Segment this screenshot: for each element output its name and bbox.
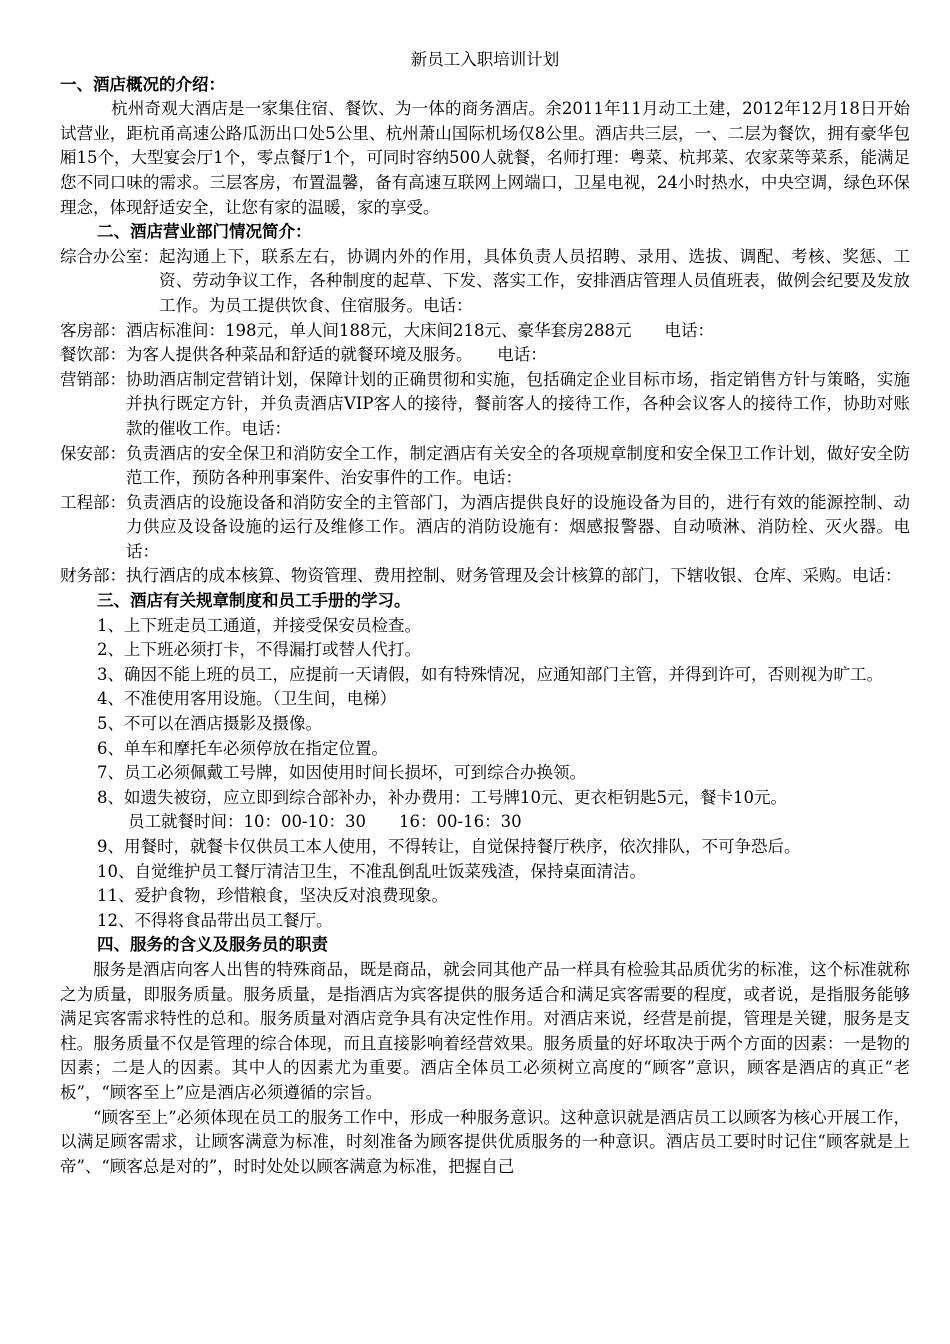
list-item: 11、爱护食物，珍惜粮食，坚决反对浪费现象。 bbox=[97, 886, 448, 906]
list-item: 3、确因不能上班的员工，应提前一天请假，如有特殊情况，应通知部门主管，并得到许可，否则视为旷工。 bbox=[97, 664, 883, 684]
list-item: 10、自觉维护员工餐厅清洁卫生，不准乱倒乱吐饭菜残渣，保持桌面清洁。 bbox=[97, 861, 646, 881]
section-3-heading: 三、酒店有关规章制度和员工手册的学习。 bbox=[97, 591, 411, 611]
dept-label: 财务部： bbox=[60, 566, 126, 586]
rules-list bbox=[60, 614, 910, 934]
list-item: 7、员工必须佩戴工号牌，如因使用时间长损坏，可到综合办换领。 bbox=[97, 763, 586, 783]
dept-finance bbox=[60, 564, 910, 589]
dept-text: 执行酒店的成本核算、物资管理、费用控制、财务管理及会计核算的部门，下辖收银、仓库、采购。电话： bbox=[126, 566, 902, 586]
dept-text: 协助酒店制定营销计划，保障计划的正确贯彻和实施，包括确定企业目标市场，指定销售方针与策略，实施并执行既定方针，并负责酒店VIP客人的接待，餐前客人的接待工作，各种会议客人的接待工作，协助对账款的催收工作。电话： bbox=[126, 369, 910, 438]
section-2-heading: 二、酒店营业部门情况简介： bbox=[97, 222, 312, 242]
document-title: 新员工入职培训计划 bbox=[410, 50, 560, 69]
list-item: 8、如遗失被窃，应立即到综合部补办，补办费用：工号牌10元、更衣柜钥匙5元，餐卡10元。 bbox=[97, 787, 787, 807]
dept-label: 客房部： bbox=[60, 320, 126, 340]
dept-text: 为客人提供各种菜品和舒适的就餐环境及服务。 电话： bbox=[126, 345, 547, 365]
section-1-body: 杭州奇观大酒店是一家集住宿、餐饮、为一体的商务酒店。余2011年11月动工土建，2012年12月18日开始试营业，距杭甬高速公路瓜沥出口处5公里、杭州萧山国际机场仅8公里。酒店共三层，一、二层为餐饮，拥有豪华包厢15个，大型宴会厅1个，零点餐厅1个，可同时容纳500人就餐，名师打理：粤菜、杭邦菜、农家菜等菜系，能满足您不同口味的需求。三层客房，布置温馨，备有高速互联网上网端口，卫星电视，24小时热水，中央空调，绿色环保理念，体现舒适安全，让您有家的温暖，家的享受。 bbox=[60, 99, 910, 217]
section-1-heading: 一、酒店概况的介绍： bbox=[60, 74, 225, 94]
list-item: 9、用餐时，就餐卡仅供员工本人使用，不得转让，自觉保持餐厅秩序，依次排队，不可争恐后。 bbox=[97, 837, 801, 856]
dept-label: 综合办公室： bbox=[60, 246, 159, 266]
section-4-heading: 四、服务的含义及服务员的职责 bbox=[97, 935, 328, 955]
list-item: 4、不准使用客用设施。（卫生间，电梯） bbox=[97, 689, 397, 709]
dept-text: 起沟通上下，联系左右，协调内外的作用，具体负责人员招聘、录用、选拔、调配、考核、奖惩、工资、劳动争议工作，各种制度的起草、下发、落实工作，安排酒店管理人员值班表，做例会纪要及发放工作。为员工提供饮食、住宿服务。电话： bbox=[159, 246, 910, 315]
list-item: 5、不可以在酒店摄影及摄像。 bbox=[97, 714, 322, 734]
list-item: 1、上下班走员工通道，并接受保安员检查。 bbox=[97, 615, 421, 635]
document-page bbox=[60, 48, 910, 1179]
dept-security bbox=[60, 442, 910, 491]
dept-label: 营销部： bbox=[60, 369, 126, 389]
dept-catering bbox=[60, 343, 910, 368]
dept-label: 餐饮部： bbox=[60, 345, 126, 365]
list-item: 12、不得将食品带出员工餐厅。 bbox=[97, 910, 333, 930]
dept-text: 负责酒店的设施设备和消防安全的主管部门，为酒店提供良好的设施设备为目的，进行有效的能源控制、动力供应及设备设施的运行及维修工作。酒店的消防设施有：烟感报警器、自动喷淋、消防栓、灭火器。电话： bbox=[126, 492, 910, 561]
meal-times: 员工就餐时间：10：00-10：30 16：00-16：30 bbox=[128, 812, 522, 832]
dept-marketing bbox=[60, 368, 910, 442]
dept-rooms bbox=[60, 319, 910, 344]
list-item: 6、单车和摩托车必须停放在指定位置。 bbox=[97, 738, 388, 758]
list-item: 2、上下班必须打卡，不得漏打或替人代打。 bbox=[97, 640, 421, 660]
dept-engineering bbox=[60, 491, 910, 565]
dept-label: 工程部： bbox=[60, 492, 126, 512]
section-4-para-2: “顾客至上”必须体现在员工的服务工作中，形成一种服务意识。这种意识就是酒店员工以顾客为核心开展工作，以满足顾客需求，让顾客满意为标准，时刻准备为顾客提供优质服务的一种意识。酒店员工要时时记住“顾客就是上帝”、“顾客总是对的”，时时处处以顾客满意为标准，把握自己 bbox=[60, 1107, 910, 1176]
section-4-para-1: 服务是酒店向客人出售的特殊商品，既是商品，就会同其他产品一样具有检验其品质优劣的标准，这个标准就称之为质量，即服务质量。服务质量，是指酒店为宾客提供的服务适合和满足宾客需要的程度，或者说，是指服务能够满足宾客需求特性的总和。服务质量对酒店竞争具有决定性作用。对酒店来说，经营是前提，管理是关键，服务是支柱。服务质量不仅是管理的综合体现，而且直接影响着经营效果。服务质量的好坏取决于两个方面的因素：一是物的因素；二是人的因素。其中人的因素尤为重要。酒店全体员工必须树立高度的“顾客”意识，顾客是酒店的真正“老板”，“顾客至上”应是酒店必须遵循的宗旨。 bbox=[60, 959, 910, 1102]
dept-label: 保安部： bbox=[60, 443, 126, 463]
dept-text: 酒店标准间：198元，单人间188元，大床间218元、豪华套房288元 电话： bbox=[126, 320, 714, 340]
dept-text: 负责酒店的安全保卫和消防安全工作，制定酒店有关安全的各项规章制度和安全保卫工作计划，做好安全防范工作，预防各种刑事案件、治安事件的工作。电话： bbox=[126, 443, 910, 488]
dept-office bbox=[60, 245, 910, 319]
